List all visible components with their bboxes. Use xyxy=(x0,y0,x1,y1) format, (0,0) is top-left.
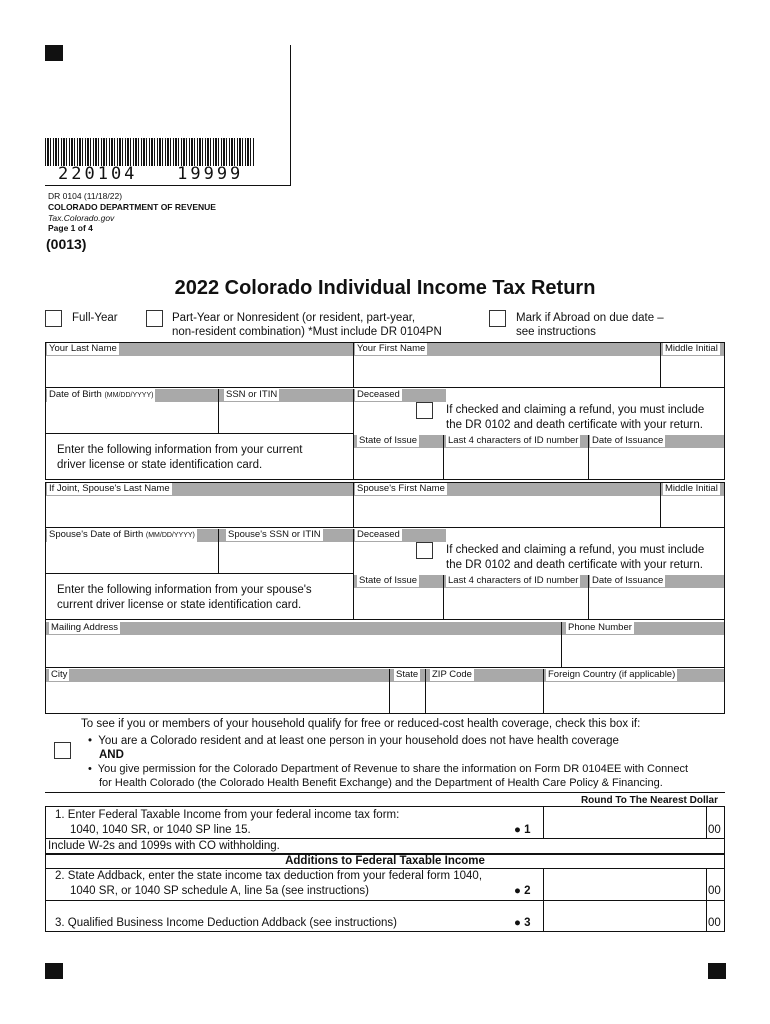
dob-input[interactable] xyxy=(46,402,217,432)
spouse-last-name-label: If Joint, Spouse's Last Name xyxy=(49,483,170,494)
full-year-label: Full-Year xyxy=(72,312,118,324)
health-coverage-checkbox[interactable] xyxy=(54,742,71,759)
last-name-input[interactable] xyxy=(46,356,352,386)
page-number: Page 1 of 4 xyxy=(48,223,93,233)
registration-mark-top-left xyxy=(45,45,63,61)
form-id: DR 0104 (11/18/22) xyxy=(48,191,123,201)
deceased-checkbox[interactable] xyxy=(416,402,433,419)
round-note: Round To The Nearest Dollar xyxy=(580,795,718,806)
line2-text-b: 1040 SR, or 1040 SP schedule A, line 5a (see instructions) xyxy=(70,885,369,897)
issuance-label: Date of Issuance xyxy=(592,435,664,446)
id-instruction-2: driver license or state identification card. xyxy=(57,459,263,471)
issuance-input[interactable] xyxy=(589,449,724,479)
barcode xyxy=(45,138,255,166)
abroad-checkbox[interactable] xyxy=(489,310,506,327)
health-bullet-1: • You are a Colorado resident and at least one person in your household does not have health coverage xyxy=(88,735,619,747)
spouse-deceased-label: Deceased xyxy=(357,529,400,540)
divider xyxy=(45,387,725,388)
deceased-label: Deceased xyxy=(357,389,400,400)
part-year-label-2: non-resident combination) *Must include DR 0104PN xyxy=(172,326,442,338)
spouse-first-name-label: Spouse's First Name xyxy=(357,483,445,494)
line2-number: ● 2 xyxy=(514,885,531,897)
spouse-id-instruction-1: Enter the following information from your spouse's xyxy=(57,584,312,596)
spouse-last4-label: Last 4 characters of ID number xyxy=(448,575,579,586)
abroad-label-2: see instructions xyxy=(516,326,596,338)
zip-input[interactable] xyxy=(426,683,542,713)
spouse-ssn-label: Spouse's SSN or ITIN xyxy=(228,529,321,540)
deceased-note-2: the DR 0102 and death certificate with your return. xyxy=(446,419,703,431)
dob-label: Date of Birth (MM/DD/YYYY) xyxy=(49,389,154,400)
divider xyxy=(724,806,725,932)
last4-input[interactable] xyxy=(444,449,587,479)
divider xyxy=(45,573,354,574)
spouse-ssn-input[interactable] xyxy=(219,542,352,572)
spouse-issuance-input[interactable] xyxy=(589,589,724,619)
line1-amount-input[interactable] xyxy=(544,807,705,837)
include-note: Include W-2s and 1099s with CO withholding. xyxy=(48,840,280,852)
city-label: City xyxy=(51,669,68,680)
form-code: (0013) xyxy=(46,236,87,252)
part-year-checkbox[interactable] xyxy=(146,310,163,327)
barcode-frame-right xyxy=(290,45,291,185)
city-input[interactable] xyxy=(46,683,388,713)
abroad-label-1: Mark if Abroad on due date – xyxy=(516,312,664,324)
health-bullet-2-cont: for Health Colorado (the Colorado Health Benefit Exchange) and the Department of Health Care Policy & Financing. xyxy=(99,777,663,789)
foreign-country-input[interactable] xyxy=(544,683,724,713)
first-name-input[interactable] xyxy=(354,356,659,386)
divider xyxy=(45,433,354,434)
additions-header: Additions to Federal Taxable Income xyxy=(285,855,485,867)
spouse-middle-initial-input[interactable] xyxy=(661,496,724,526)
middle-initial-input[interactable] xyxy=(661,356,724,386)
line3-amount-input[interactable] xyxy=(544,901,705,931)
spouse-deceased-checkbox[interactable] xyxy=(416,542,433,559)
id-instruction-1: Enter the following information from your current xyxy=(57,444,303,456)
state-input[interactable] xyxy=(390,683,424,713)
health-and: AND xyxy=(99,749,124,761)
mailing-address-label: Mailing Address xyxy=(51,622,119,633)
website: Tax.Colorado.gov xyxy=(48,213,115,223)
zip-label: ZIP Code xyxy=(432,669,472,680)
full-year-checkbox[interactable] xyxy=(45,310,62,327)
line3-number: ● 3 xyxy=(514,917,531,929)
health-intro: To see if you or members of your household qualify for free or reduced-cost health coverage, check this box if: xyxy=(81,718,641,730)
state-of-issue-label: State of Issue xyxy=(359,435,418,446)
part-year-label-1: Part-Year or Nonresident (or resident, part-year, xyxy=(172,312,416,324)
spouse-last-name-input[interactable] xyxy=(46,496,352,526)
middle-initial-label: Middle Initial xyxy=(665,343,718,354)
spouse-issuance-label: Date of Issuance xyxy=(592,575,664,586)
line1-number: ● 1 xyxy=(514,824,531,836)
department-name: COLORADO DEPARTMENT OF REVENUE xyxy=(48,202,216,212)
line2-amount-input[interactable] xyxy=(544,869,705,899)
spouse-last4-input[interactable] xyxy=(444,589,587,619)
spouse-dob-input[interactable] xyxy=(46,542,217,572)
divider xyxy=(45,667,725,668)
divider xyxy=(706,806,707,838)
state-of-issue-input[interactable] xyxy=(354,449,442,479)
last4-label: Last 4 characters of ID number xyxy=(448,435,579,446)
spouse-dob-label: Spouse's Date of Birth (MM/DD/YYYY) xyxy=(49,529,195,540)
spouse-state-of-issue-input[interactable] xyxy=(354,589,442,619)
spouse-deceased-note-1: If checked and claiming a refund, you must include xyxy=(446,544,705,556)
mailing-address-input[interactable] xyxy=(46,636,560,666)
line3-cents: 00 xyxy=(708,917,721,929)
last-name-label: Your Last Name xyxy=(49,343,117,354)
ssn-label: SSN or ITIN xyxy=(226,389,278,400)
spouse-middle-initial-label: Middle Initial xyxy=(665,483,718,494)
health-bullet-2: • You give permission for the Colorado Department of Revenue to share the information on Form DR 0104EE with Connect xyxy=(88,763,689,775)
line2-text-a: 2. State Addback, enter the state income tax deduction from your federal form 1040, xyxy=(55,870,483,882)
line2-cents: 00 xyxy=(708,885,721,897)
line1-text-b: 1040, 1040 SR, or 1040 SP line 15. xyxy=(70,824,251,836)
barcode-number: 220104 19999 xyxy=(58,164,244,184)
foreign-country-label: Foreign Country (if applicable) xyxy=(548,669,676,680)
first-name-label: Your First Name xyxy=(357,343,426,354)
spouse-first-name-input[interactable] xyxy=(354,496,659,526)
line1-text-a: 1. Enter Federal Taxable Income from your federal income tax form: xyxy=(55,809,400,821)
spouse-state-of-issue-label: State of Issue xyxy=(359,575,418,586)
barcode-frame-bottom xyxy=(45,185,291,186)
divider xyxy=(45,806,46,932)
phone-input[interactable] xyxy=(562,636,724,666)
line3-text: 3. Qualified Business Income Deduction Addback (see instructions) xyxy=(55,917,397,929)
registration-mark-bottom-left xyxy=(45,963,63,979)
divider xyxy=(45,792,725,793)
divider xyxy=(45,527,725,528)
divider xyxy=(45,931,725,932)
spouse-id-instruction-2: current driver license or state identification card. xyxy=(57,599,302,611)
deceased-note-1: If checked and claiming a refund, you must include xyxy=(446,404,705,416)
spouse-deceased-note-2: the DR 0102 and death certificate with your return. xyxy=(446,559,703,571)
page-title: 2022 Colorado Individual Income Tax Return xyxy=(174,277,596,299)
registration-mark-bottom-right xyxy=(708,963,726,979)
state-label: State xyxy=(396,669,419,680)
ssn-input[interactable] xyxy=(219,402,352,432)
line1-cents: 00 xyxy=(708,824,721,836)
phone-label: Phone Number xyxy=(568,622,632,633)
